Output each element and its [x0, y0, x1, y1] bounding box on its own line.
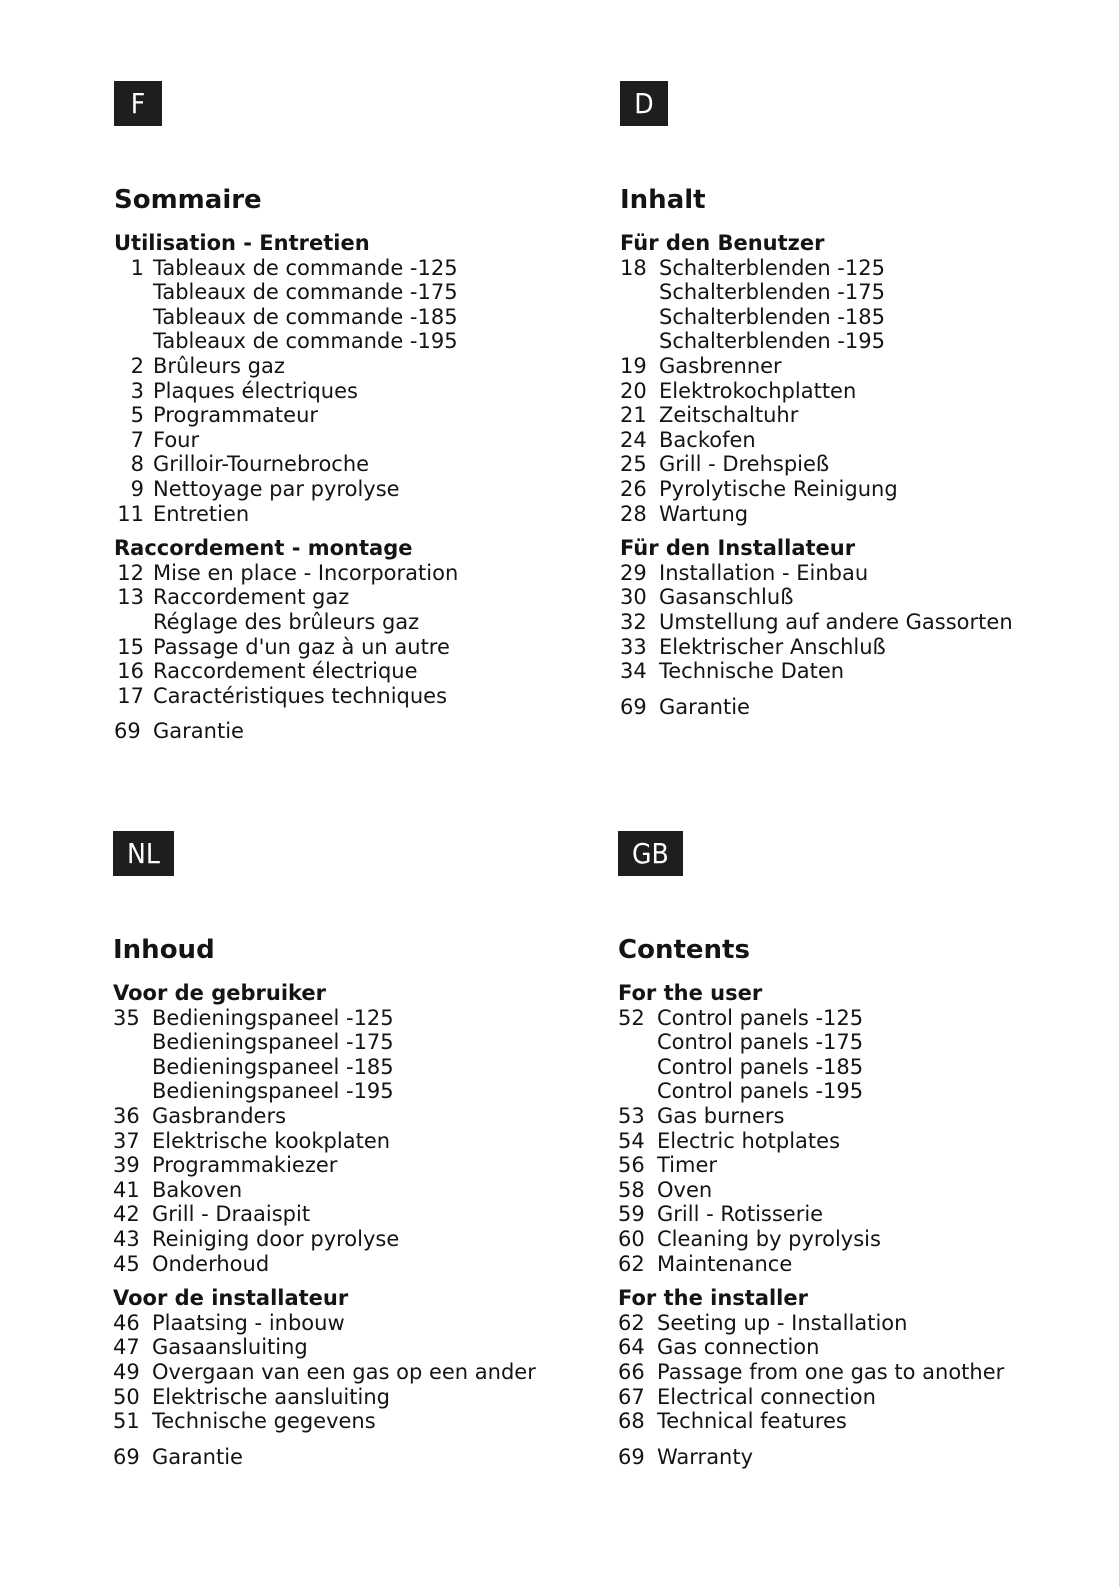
- entry-title: Zeitschaltuhr: [659, 403, 799, 428]
- toc-list: [620, 256, 1090, 527]
- section-title: Contents: [618, 935, 750, 965]
- toc-entry: [620, 379, 1090, 404]
- language-badge: GB: [618, 831, 683, 876]
- page-number: 68: [618, 1409, 645, 1434]
- toc-entry: [618, 1202, 1088, 1227]
- group-heading: Raccordement - montage: [114, 536, 413, 561]
- entry-title: Schalterblenden -125: [659, 255, 885, 280]
- toc-entry: [618, 1311, 1088, 1336]
- entry-title: Elektrischer Anschluß: [659, 634, 886, 659]
- page-number: 49: [113, 1359, 140, 1384]
- toc-entry: [618, 1252, 1088, 1277]
- entry-title: Grill - Rotisserie: [657, 1202, 824, 1227]
- page-number: 51: [113, 1409, 140, 1434]
- page-number: 5: [130, 403, 144, 428]
- entry-title: Bedieningspaneel -125: [152, 1005, 394, 1030]
- page-number: [620, 329, 659, 354]
- page-number: 12: [117, 560, 144, 585]
- page-number: [114, 329, 153, 354]
- entry-title: Timer: [657, 1153, 718, 1178]
- entry-title: Schalterblenden -195: [659, 329, 885, 354]
- page-number: 62: [618, 1310, 645, 1335]
- toc-entry: [113, 1335, 583, 1360]
- page-number: 62: [618, 1251, 645, 1276]
- toc-entry: [113, 1129, 583, 1154]
- page-number: 69: [618, 1444, 645, 1469]
- toc-entry: [113, 1153, 583, 1178]
- entry-title: Gasbranders: [152, 1103, 287, 1128]
- entry-title: Plaatsing - inbouw: [152, 1310, 345, 1335]
- entry-title: Grilloir-Tournebroche: [153, 452, 370, 477]
- group-heading: Voor de gebruiker: [113, 981, 327, 1005]
- section-title: Sommaire: [114, 185, 262, 215]
- entry-title: Nettoyage par pyrolyse: [153, 476, 400, 501]
- entry-title: Programmateur: [153, 403, 319, 428]
- entry-title: Electric hotplates: [657, 1128, 841, 1153]
- entry-title: Wartung: [659, 501, 749, 526]
- page-number: [114, 305, 153, 330]
- page-number: 37: [113, 1128, 140, 1153]
- toc-list: [618, 1311, 1088, 1434]
- page-number: 69: [114, 719, 141, 744]
- toc-entry: [114, 684, 584, 709]
- entry-title: Tableaux de commande -175: [153, 280, 458, 305]
- group-heading: Voor de installateur: [113, 1286, 349, 1311]
- entry-title: Control panels -125: [657, 1005, 864, 1030]
- toc-entry: [114, 561, 584, 586]
- section-title: Inhalt: [620, 185, 706, 215]
- entry-title: Seeting up - Installation: [657, 1310, 908, 1335]
- entry-title: Tableaux de commande -125: [153, 255, 458, 280]
- page-number: 30: [620, 585, 647, 610]
- section-english: [618, 831, 1088, 1469]
- page-number: 66: [618, 1359, 645, 1384]
- toc-entry: [114, 403, 584, 428]
- language-badge: NL: [113, 831, 174, 876]
- toc-entry: [618, 1409, 1088, 1434]
- page-number: 47: [113, 1335, 140, 1360]
- entry-title: Oven: [657, 1177, 713, 1202]
- page-number: 36: [113, 1103, 140, 1128]
- toc-entry: [618, 1360, 1088, 1385]
- entry-title: Garantie: [659, 694, 750, 719]
- entry-title: Four: [153, 427, 200, 452]
- entry-title: Control panels -175: [657, 1030, 864, 1055]
- page-number: [114, 280, 153, 305]
- toc-entry: [114, 256, 584, 281]
- entry-title: Passage from one gas to another: [657, 1359, 1005, 1384]
- toc-entry: [618, 1335, 1088, 1360]
- toc-entry: [620, 280, 1090, 305]
- group-heading: For the user: [618, 981, 763, 1005]
- toc-entry: [114, 305, 584, 330]
- page-number: 58: [618, 1177, 645, 1202]
- toc-entry: [618, 1079, 1088, 1104]
- toc-entry: [618, 1055, 1088, 1080]
- page-number: 45: [113, 1251, 140, 1276]
- toc-entry: [620, 354, 1090, 379]
- toc-entry: [114, 379, 584, 404]
- toc-entry: [620, 428, 1090, 453]
- page-number: 11: [117, 501, 144, 526]
- entry-title: Control panels -195: [657, 1079, 864, 1104]
- section-german: [620, 81, 1090, 719]
- page-number: 52: [618, 1005, 645, 1030]
- toc-list: [114, 561, 584, 709]
- entry-title: Brûleurs gaz: [153, 353, 285, 378]
- entry-title: Raccordement gaz: [153, 585, 350, 610]
- entry-title: Plaques électriques: [153, 378, 358, 403]
- page-number: 8: [130, 452, 144, 477]
- entry-title: Passage d'un gaz à un autre: [153, 634, 450, 659]
- entry-title: Tableaux de commande -185: [153, 304, 458, 329]
- group-heading: Utilisation - Entretien: [114, 231, 370, 255]
- page-number: 25: [620, 452, 647, 477]
- entry-title: Elektrische aansluiting: [152, 1384, 390, 1409]
- page-number: [620, 305, 659, 330]
- section-french: [114, 81, 584, 744]
- toc-entry: [114, 502, 584, 527]
- entry-title: Grill - Drehspieß: [659, 452, 830, 477]
- toc-entry: [113, 1104, 583, 1129]
- entry-title: Grill - Draaispit: [152, 1202, 311, 1227]
- page-number: 16: [117, 659, 144, 684]
- page-number: 21: [620, 403, 647, 428]
- page-number: 7: [130, 427, 144, 452]
- toc-entry: [114, 452, 584, 477]
- page-number: [618, 1079, 657, 1104]
- entry-title: Onderhoud: [152, 1251, 270, 1276]
- entry-title: Gasaansluiting: [152, 1335, 308, 1360]
- entry-title: Bakoven: [152, 1177, 243, 1202]
- entry-title: Gas connection: [657, 1335, 820, 1360]
- toc-entry: [620, 403, 1090, 428]
- toc-entry: [620, 610, 1090, 635]
- entry-title: Entretien: [153, 501, 250, 526]
- toc-entry: [113, 1079, 583, 1104]
- page-number: 67: [618, 1384, 645, 1409]
- entry-title: Cleaning by pyrolysis: [657, 1226, 881, 1251]
- entry-title: Gas burners: [657, 1103, 785, 1128]
- toc-list: [113, 1311, 583, 1434]
- entry-title: Bedieningspaneel -195: [152, 1079, 394, 1104]
- page-number: 2: [130, 353, 144, 378]
- toc-entry: [618, 1006, 1088, 1031]
- toc-entry: [620, 502, 1090, 527]
- entry-title: Installation - Einbau: [659, 560, 869, 585]
- page-number: 50: [113, 1384, 140, 1409]
- entry-title: Technical features: [657, 1409, 847, 1434]
- entry-title: Reiniging door pyrolyse: [152, 1226, 400, 1251]
- page-number: 43: [113, 1226, 140, 1251]
- toc-entry: [620, 477, 1090, 502]
- warranty-entry: [620, 695, 1090, 720]
- page-number: 19: [620, 353, 647, 378]
- toc-entry: [618, 1104, 1088, 1129]
- entry-title: Programmakiezer: [152, 1153, 338, 1178]
- page-number: 18: [620, 255, 647, 280]
- page-number: 9: [130, 476, 144, 501]
- page-number: [618, 1055, 657, 1080]
- toc-entry: [113, 1311, 583, 1336]
- language-badge: F: [114, 81, 162, 126]
- toc-entry: [113, 1385, 583, 1410]
- page-number: 60: [618, 1226, 645, 1251]
- toc-entry: [620, 256, 1090, 281]
- page-number: 53: [618, 1103, 645, 1128]
- toc-entry: [113, 1006, 583, 1031]
- page-number: [620, 280, 659, 305]
- toc-entry: [113, 1409, 583, 1434]
- toc-entry: [618, 1178, 1088, 1203]
- page-number: 54: [618, 1128, 645, 1153]
- group-heading: Für den Installateur: [620, 536, 856, 561]
- toc-entry: [113, 1030, 583, 1055]
- page-number: 56: [618, 1153, 645, 1178]
- page-number: 69: [113, 1444, 140, 1469]
- toc-entry: [114, 610, 584, 635]
- page-number: 20: [620, 378, 647, 403]
- entry-title: Mise en place - Incorporation: [153, 560, 459, 585]
- entry-title: Elektrokochplatten: [659, 378, 857, 403]
- page-number: 64: [618, 1335, 645, 1360]
- page-number: 26: [620, 476, 647, 501]
- entry-title: Warranty: [657, 1444, 754, 1469]
- toc-entry: [114, 280, 584, 305]
- toc-entry: [113, 1360, 583, 1385]
- toc-list: [114, 256, 584, 527]
- entry-title: Overgaan van een gas op een ander: [152, 1359, 536, 1384]
- warranty-entry: [114, 719, 584, 744]
- toc-entry: [620, 452, 1090, 477]
- toc-entry: [113, 1227, 583, 1252]
- entry-title: Electrical connection: [657, 1384, 876, 1409]
- entry-title: Garantie: [152, 1444, 243, 1469]
- entry-title: Garantie: [153, 719, 244, 744]
- page-number: 28: [620, 501, 647, 526]
- entry-title: Tableaux de commande -195: [153, 329, 458, 354]
- page-number: 35: [113, 1005, 140, 1030]
- entry-title: Pyrolytische Reinigung: [659, 476, 898, 501]
- entry-title: Backofen: [659, 427, 756, 452]
- toc-entry: [620, 561, 1090, 586]
- page-number: [113, 1079, 152, 1104]
- entry-title: Bedieningspaneel -175: [152, 1030, 394, 1055]
- page-number: 1: [130, 255, 144, 280]
- toc-entry: [114, 585, 584, 610]
- page-number: [618, 1030, 657, 1055]
- section-title: Inhoud: [113, 935, 215, 965]
- entry-title: Technische gegevens: [152, 1409, 376, 1434]
- toc-entry: [620, 585, 1090, 610]
- toc-entry: [114, 477, 584, 502]
- page-number: [113, 1030, 152, 1055]
- toc-entry: [618, 1385, 1088, 1410]
- page-number: 39: [113, 1153, 140, 1178]
- toc-entry: [618, 1153, 1088, 1178]
- toc-entry: [113, 1055, 583, 1080]
- group-heading: Für den Benutzer: [620, 231, 825, 255]
- toc-list: [620, 561, 1090, 684]
- entry-title: Bedieningspaneel -185: [152, 1054, 394, 1079]
- entry-title: Gasbrenner: [659, 353, 782, 378]
- entry-title: Caractéristiques techniques: [153, 683, 448, 708]
- warranty-entry: [113, 1445, 583, 1470]
- toc-entry: [113, 1252, 583, 1277]
- page-number: 34: [620, 659, 647, 684]
- page-number: 24: [620, 427, 647, 452]
- page-number: 41: [113, 1177, 140, 1202]
- page-number: 29: [620, 560, 647, 585]
- toc-list: [618, 1006, 1088, 1277]
- entry-title: Control panels -185: [657, 1054, 864, 1079]
- entry-title: Raccordement électrique: [153, 659, 418, 684]
- toc-entry: [113, 1178, 583, 1203]
- toc-entry: [618, 1030, 1088, 1055]
- entry-title: Maintenance: [657, 1251, 793, 1276]
- group-heading: For the installer: [618, 1286, 808, 1311]
- entry-title: Réglage des brûleurs gaz: [153, 609, 420, 634]
- toc-entry: [114, 428, 584, 453]
- entry-title: Umstellung auf andere Gassorten: [659, 609, 1013, 634]
- page-number: 13: [117, 585, 144, 610]
- toc-entry: [114, 329, 584, 354]
- page-number: [114, 610, 153, 635]
- page-number: 3: [130, 378, 144, 403]
- page-number: 46: [113, 1310, 140, 1335]
- page-number: 17: [117, 683, 144, 708]
- page-number: 32: [620, 609, 647, 634]
- page-number: [113, 1055, 152, 1080]
- page-number: 69: [620, 694, 647, 719]
- warranty-entry: [618, 1445, 1088, 1470]
- toc-entry: [620, 329, 1090, 354]
- entry-title: Technische Daten: [659, 659, 845, 684]
- toc-entry: [618, 1227, 1088, 1252]
- entry-title: Schalterblenden -175: [659, 280, 885, 305]
- page-number: 59: [618, 1202, 645, 1227]
- page-number: 33: [620, 634, 647, 659]
- entry-title: Schalterblenden -185: [659, 304, 885, 329]
- toc-entry: [114, 659, 584, 684]
- toc-entry: [618, 1129, 1088, 1154]
- toc-entry: [620, 305, 1090, 330]
- page-number: 15: [117, 634, 144, 659]
- language-badge: D: [620, 81, 668, 126]
- entry-title: Gasanschluß: [659, 585, 794, 610]
- toc-list: [113, 1006, 583, 1277]
- toc-entry: [620, 635, 1090, 660]
- section-dutch: [113, 831, 583, 1469]
- toc-entry: [113, 1202, 583, 1227]
- page-number: 42: [113, 1202, 140, 1227]
- toc-entry: [114, 354, 584, 379]
- toc-entry: [114, 635, 584, 660]
- toc-entry: [620, 659, 1090, 684]
- entry-title: Elektrische kookplaten: [152, 1128, 391, 1153]
